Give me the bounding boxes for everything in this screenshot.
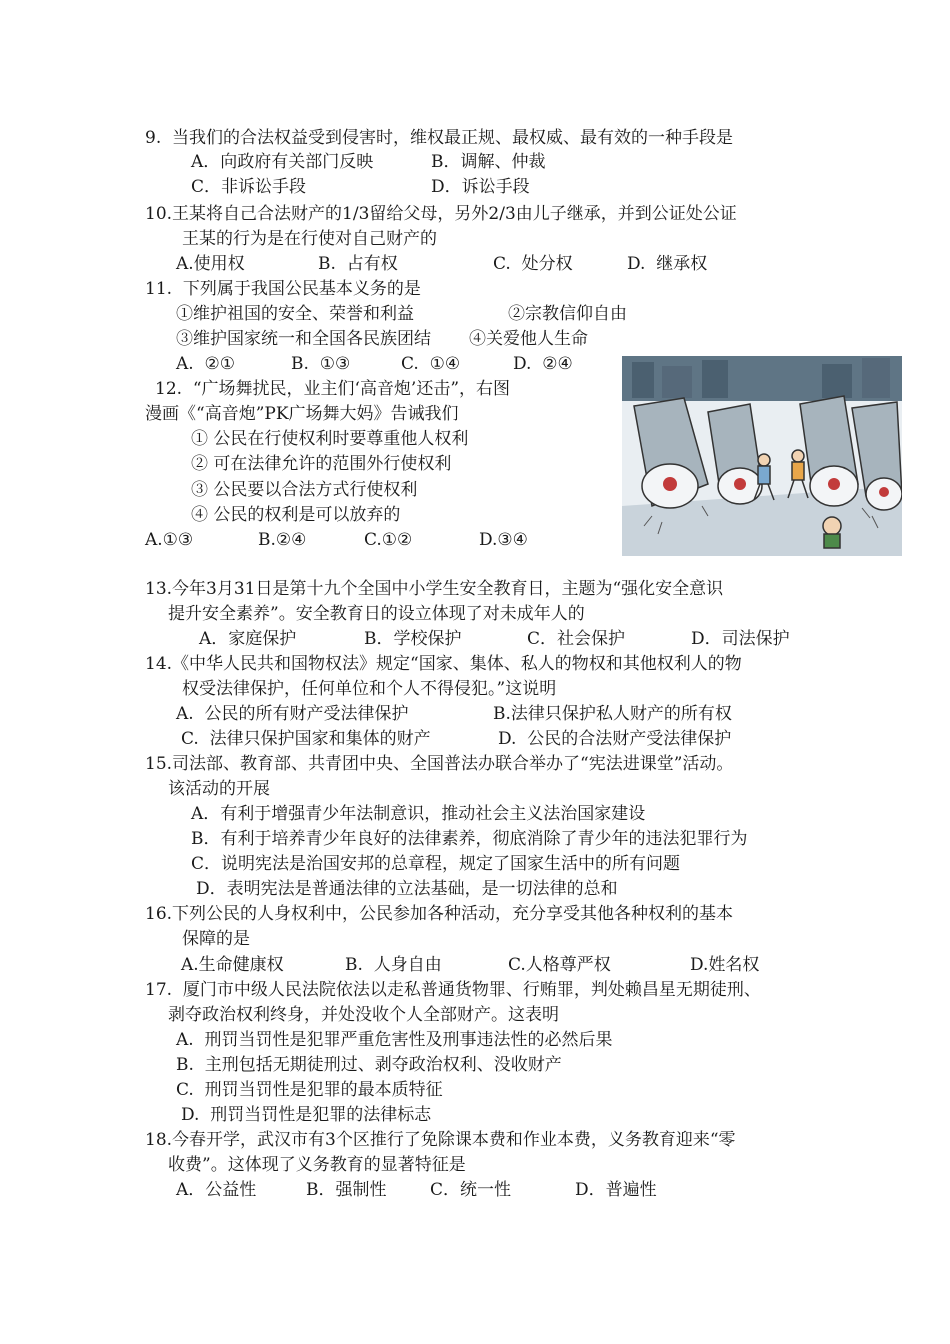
q11-item-1: ①维护祖国的安全、荣誉和利益 [176, 304, 414, 324]
q14-option-c: C. 法律只保护国家和集体的财产 [181, 729, 431, 749]
q18-option-a: A．公益性 [176, 1180, 257, 1200]
q18-option-c: C．统一性 [430, 1180, 512, 1200]
q10-stem-line2: 王某的行为是在行使对自己财产的 [182, 229, 437, 249]
q13-stem-line1: 13.今年3月31日是第十九个全国中小学生安全教育日，主题为“强化安全意识 [145, 579, 724, 599]
q18-option-d: D．普遍性 [575, 1180, 657, 1200]
q12-stem-line2: 漫画《“高音炮”PK广场舞大妈》告诫我们 [145, 404, 459, 424]
q18-stem-line2: 收费”。这体现了义务教育的显著特征是 [168, 1155, 466, 1175]
q15-option-b: B．有利于培养青少年良好的法律素养，彻底消除了青少年的违法犯罪行为 [191, 829, 748, 849]
q13-option-a: A．家庭保护 [199, 629, 297, 649]
q13-option-d: D．司法保护 [691, 629, 790, 649]
cartoon-image [622, 356, 902, 556]
q16-option-c: C.人格尊严权 [508, 955, 611, 975]
q13-option-b: B．学校保护 [364, 629, 462, 649]
q17-option-b: B. 主刑包括无期徒刑过、剥夺政治权利、没收财产 [176, 1055, 562, 1075]
q17-option-a: A. 刑罚当罚性是犯罪严重危害性及刑事违法性的必然后果 [176, 1030, 613, 1050]
q14-option-b: B.法律只保护私人财产的所有权 [493, 704, 732, 724]
q10-option-a: A.使用权 [176, 254, 245, 274]
q11-option-a: A. ②① [176, 354, 235, 374]
q13-option-c: C．社会保护 [527, 629, 626, 649]
q10-stem-line1: 10.王某将自己合法财产的1/3留给父母，另外2/3由儿子继承，并到公证处公证 [145, 204, 737, 224]
q9-option-c: C．非诉讼手段 [191, 177, 307, 197]
q11-option-c: C. ①④ [401, 354, 461, 374]
q17-option-c: C. 刑罚当罚性是犯罪的最本质特征 [176, 1080, 443, 1100]
q11-option-d: D. ②④ [513, 354, 573, 374]
q15-stem-line1: 15.司法部、教育部、共青团中央、全国普法办联合举办了“宪法进课堂”活动。 [145, 754, 734, 774]
q12-item-4: ④ 公民的权利是可以放弃的 [191, 505, 401, 525]
q17-stem-line1: 17. 厦门市中级人民法院依法以走私普通货物罪、行贿罪，判处赖昌星无期徒刑、 [145, 980, 761, 1000]
q10-option-d: D. 继承权 [627, 254, 708, 274]
q12-option-d: D.③④ [479, 530, 528, 550]
q15-option-d: D．表明宪法是普通法律的立法基础，是一切法律的总和 [196, 879, 618, 899]
q16-option-a: A.生命健康权 [181, 955, 284, 975]
q12-option-b: B.②④ [258, 530, 307, 550]
q15-stem-line2: 该活动的开展 [168, 779, 270, 799]
q14-option-d: D. 公民的合法财产受法律保护 [498, 729, 732, 749]
q10-option-c: C. 处分权 [493, 254, 573, 274]
q9-option-b: B．调解、仲裁 [431, 152, 546, 172]
q12-option-c: C.①② [364, 530, 413, 550]
q16-stem-line1: 16.下列公民的人身权利中，公民参加各种活动，充分享受其他各种权利的基本 [145, 904, 734, 924]
q12-item-3: ③ 公民要以合法方式行使权利 [191, 480, 418, 500]
q9-stem: 9. 当我们的合法权益受到侵害时，维权最正规、最权威、最有效的一种手段是 [145, 128, 734, 148]
q12-stem-line1: 12. “广场舞扰民，业主们‘高音炮’还击”，右图 [155, 379, 511, 399]
q13-stem-line2: 提升安全素养”。安全教育日的设立体现了对未成年人的 [168, 604, 585, 624]
q11-item-2: ②宗教信仰自由 [508, 304, 627, 324]
q14-stem-line1: 14.《中华人民共和国物权法》规定“国家、集体、私人的物权和其他权利人的物 [145, 654, 742, 674]
q11-item-3: ③维护国家统一和全国各民族团结 [176, 329, 431, 349]
q16-stem-line2: 保障的是 [182, 929, 250, 949]
q17-stem-line2: 剥夺政治权利终身，并处没收个人全部财产。这表明 [168, 1005, 559, 1025]
q11-stem: 11. 下列属于我国公民基本义务的是 [145, 279, 421, 299]
q18-stem-line1: 18.今春开学，武汉市有3个区推行了免除课本费和作业本费，义务教育迎来“零 [145, 1130, 736, 1150]
q14-option-a: A. 公民的所有财产受法律保护 [176, 704, 409, 724]
q16-option-b: B. 人身自由 [345, 955, 442, 975]
q9-option-a: A．向政府有关部门反映 [191, 152, 374, 172]
q16-option-d: D.姓名权 [690, 955, 760, 975]
q15-option-a: A．有利于增强青少年法制意识，推动社会主义法治国家建设 [191, 804, 646, 824]
q11-item-4: ④关爱他人生命 [469, 329, 588, 349]
q12-option-a: A.①③ [145, 530, 194, 550]
q12-item-2: ② 可在法律允许的范围外行使权利 [191, 454, 452, 474]
q14-stem-line2: 权受法律保护，任何单位和个人不得侵犯。”这说明 [182, 679, 557, 699]
q15-option-c: C．说明宪法是治国安邦的总章程，规定了国家生活中的所有问题 [191, 854, 681, 874]
q11-option-b: B. ①③ [291, 354, 351, 374]
q10-option-b: B. 占有权 [318, 254, 398, 274]
q17-option-d: D. 刑罚当罚性是犯罪的法律标志 [181, 1105, 432, 1125]
q18-option-b: B．强制性 [306, 1180, 387, 1200]
q12-item-1: ① 公民在行使权利时要尊重他人权利 [191, 429, 469, 449]
q9-option-d: D．诉讼手段 [431, 177, 530, 197]
